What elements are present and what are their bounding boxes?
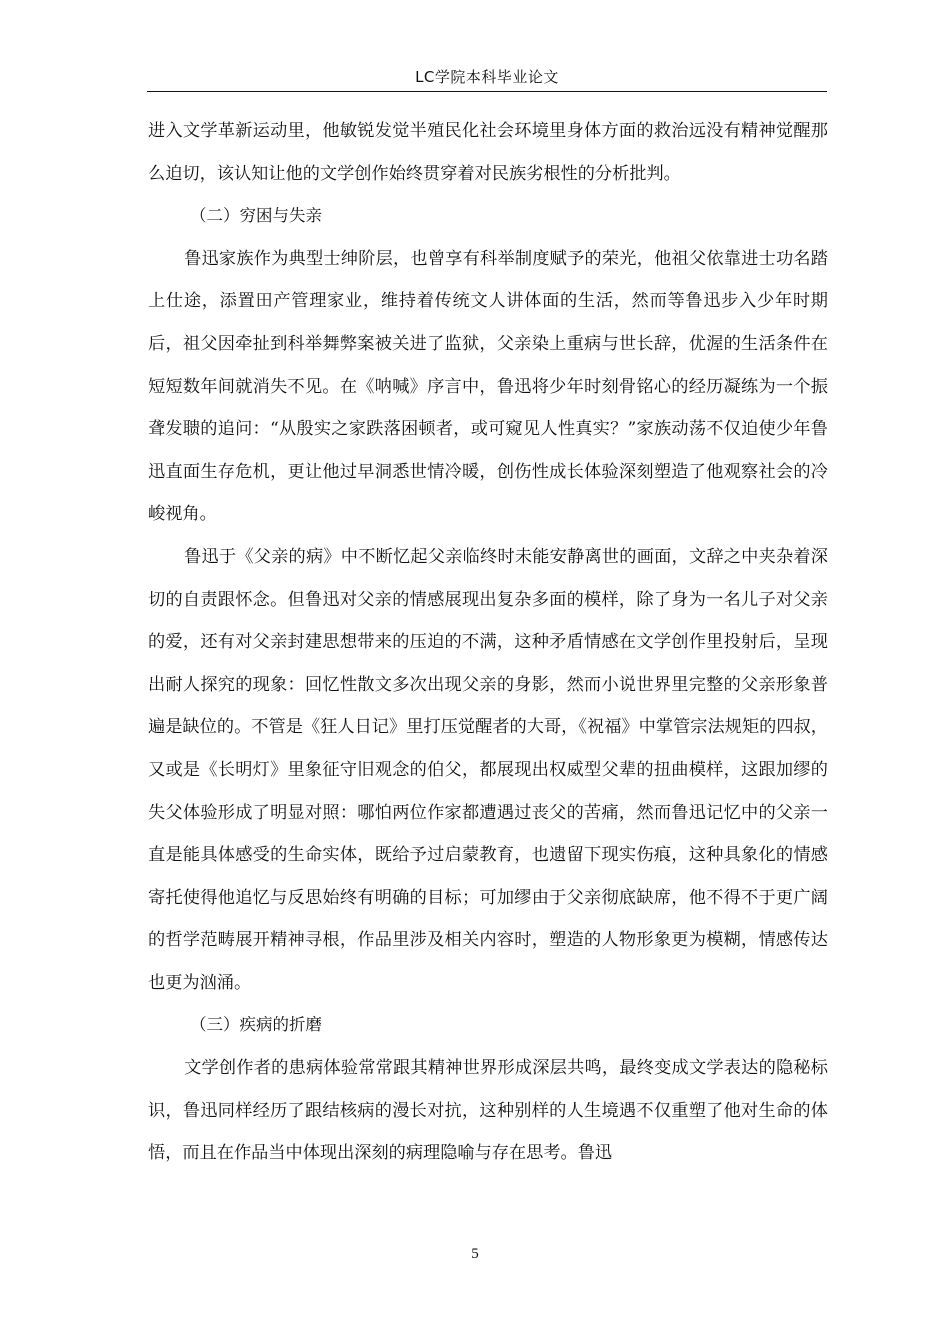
section-heading-poverty-and-loss: （二）穷困与失亲 [190,206,322,226]
page-number: 5 [471,1246,479,1262]
paragraph-family-decline: 鲁迅家族作为典型士绅阶层，也曾享有科举制度赋予的荣光，他祖父依靠进士功名踏上仕途，添置田产管理家业，维持着传统文人讲体面的生活，然而等鲁迅步入少年时期后，祖父因牵扯到科举舞弊案被关进了监狱，父亲染上重病与世长辞，优渥的生活条件在短短数年间就消失不见。在《呐喊》序言中，鲁迅将少年时刻骨铭心的经历凝练为一个振聋发聩的追问：“从殷实之家跌落困顿者，或可窥见人性真实？”家族动荡不仅迫使少年鲁迅直面生存危机，更让他过早洞悉世情冷暖，创伤性成长体验深刻塑造了他观察社会的冷峻视角。 [148,248,828,525]
section-heading-illness: （三）疾病的折磨 [190,1015,322,1035]
paragraph-father-image: 鲁迅于《父亲的病》中不断忆起父亲临终时未能安静离世的画面，文辞之中夹杂着深切的自责跟怀念。但鲁迅对父亲的情感展现出复杂多面的模样，除了身为一名儿子对父亲的爱，还有对父亲封建思想带来的压迫的不满，这种矛盾情感在文学创作里投射后，呈现出耐人探究的现象：回忆性散文多次出现父亲的身影，然而小说世界里完整的父亲形象普遍是缺位的。不管是《狂人日记》里打压觉醒者的大哥，《祝福》中掌管宗法规矩的四叔，又或是《长明灯》里象征守旧观念的伯父，都展现出权威型父辈的扭曲模样，这跟加缪的失父体验形成了明显对照：哪怕两位作家都遭遇过丧父的苦痛，然而鲁迅记忆中的父亲一直是能具体感受的生命实体，既给予过启蒙教育，也遗留下现实伤痕，这种具象化的情感寄托使得他追忆与反思始终有明确的目标；可加缪由于父亲彻底缺席，他不得不于更广阔的哲学范畴展开精神寻根，作品里涉及相关内容时，塑造的人物形象更为模糊，情感传达也更为汹涌。 [148,546,828,993]
paragraph-continuation: 进入文学革新运动里，他敏锐发觉半殖民化社会环境里身体方面的救治远没有精神觉醒那么迫切，该认知让他的文学创作始终贯穿着对民族劣根性的分析批判。 [148,121,828,184]
body-text [148,110,828,1175]
paragraph-illness-experience: 文学创作者的患病体验常常跟其精神世界形成深层共鸣，最终变成文学表达的隐秘标识，鲁迅同样经历了跟结核病的漫长对抗，这种别样的人生境遇不仅重塑了他对生命的体悟，而且在作品当中体现出深刻的病理隐喻与存在思考。鲁迅 [148,1058,828,1164]
header-rule [147,91,827,92]
running-header: LC学院本科毕业论文 [415,68,559,86]
